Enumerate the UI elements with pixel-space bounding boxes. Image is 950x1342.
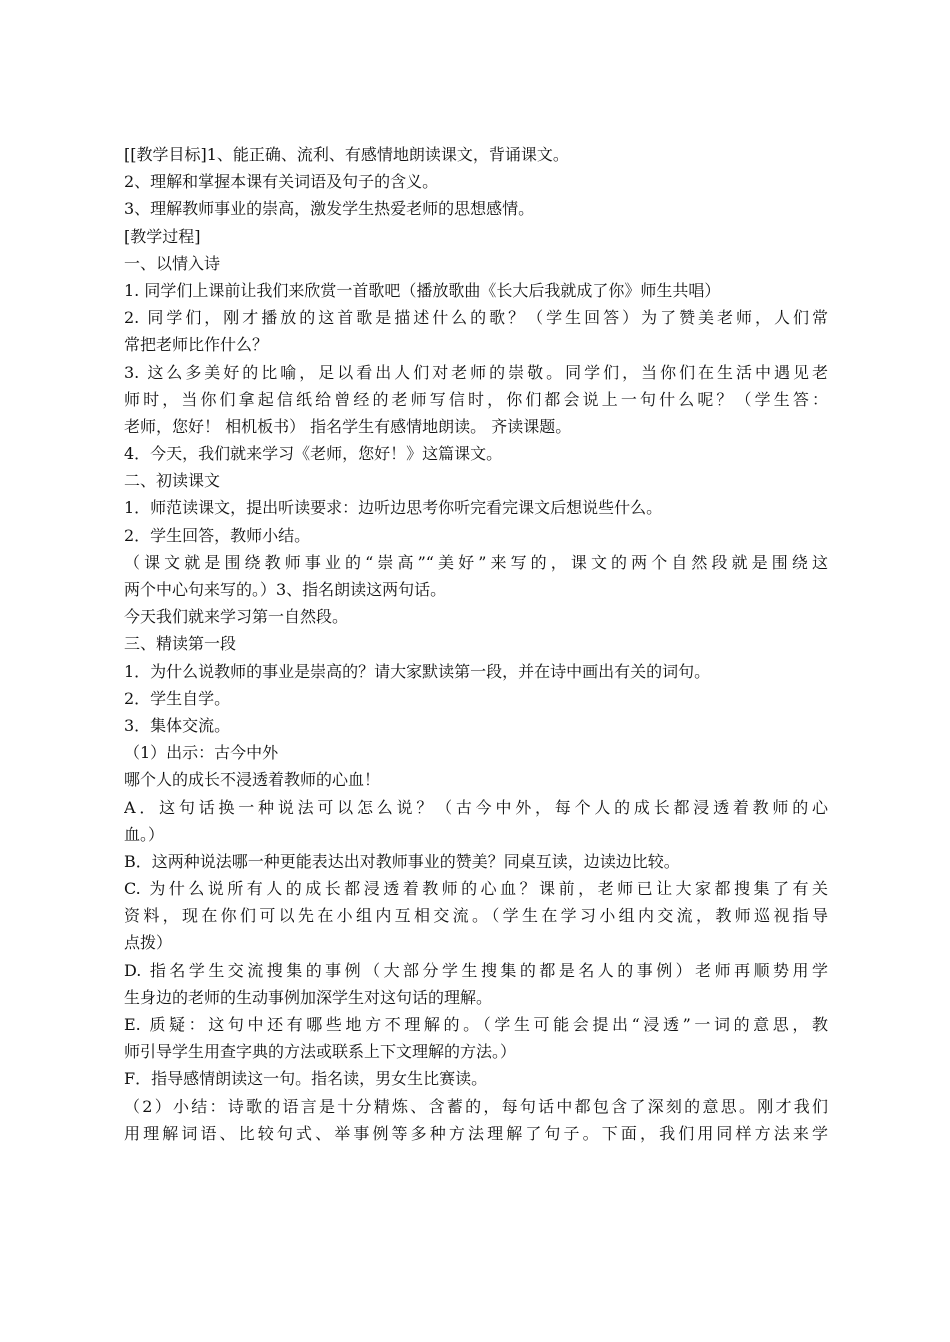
text-line: C. 为什么说所有人的成长都浸透着教师的心血？课前，老师已让大家都搜集了有关: [124, 879, 828, 899]
text-line: 资料，现在你们可以先在小组内互相交流。（学生在学习小组内交流，教师巡视指导: [124, 906, 828, 926]
text-line: 2、理解和掌握本课有关词语及句子的含义。: [124, 172, 439, 192]
text-line: A．这句话换一种说法可以怎么说？（古今中外，每个人的成长都浸透着教师的心: [124, 797, 828, 817]
text-line: 生身边的老师的生动事例加深学生对这句话的理解。: [124, 987, 493, 1007]
text-line: （1）出示：古今中外: [124, 743, 279, 763]
text-line: 哪个人的成长不浸透着教师的心血！: [124, 770, 381, 790]
text-line: 两个中心句来写的。）3、指名朗读这两句话。: [124, 580, 447, 599]
text-line: D. 指名学生交流搜集的事例（大部分学生搜集的都是名人的事例）老师再顺势用学: [124, 960, 828, 980]
text-line: [[教学目标]1、能正确、流利、有感情地朗读课文，背诵课文。: [124, 145, 569, 164]
text-line: 点拨）: [124, 933, 173, 953]
text-line: （课文就是围绕教师事业的“崇高”“美好”来写的，课文的两个自然段就是围绕这: [124, 552, 828, 572]
text-line: 师引导学生用查字典的方法或联系上下文理解的方法。）: [124, 1042, 517, 1062]
text-line: 1．为什么说教师的事业是崇高的？请大家默读第一段，并在诗中画出有关的词句。: [124, 661, 711, 681]
text-line: 师时，当你们拿起信纸给曾经的老师写信时，你们都会说上一句什么呢？（学生答：: [124, 389, 828, 409]
text-line: 今天我们就来学习第一自然段。: [124, 607, 349, 627]
text-line: 血。）: [124, 824, 165, 844]
text-line: 老师，您好！ 相机板书） 指名学生有感情地朗读。 齐读课题。: [124, 416, 572, 436]
text-line: 二、初读课文: [124, 471, 221, 491]
text-line: 1．师范读课文，提出听读要求：边听边思考你听完看完课文后想说些什么。: [124, 498, 663, 518]
document-body: [124, 141, 828, 1147]
text-line: 4．今天，我们就来学习《老师，您好！》这篇课文。: [124, 444, 503, 464]
text-line: 2．学生回答，教师小结。: [124, 525, 311, 545]
text-line: [教学过程]: [124, 226, 201, 246]
text-line: （2）小结：诗歌的语言是十分精炼、含蓄的，每句话中都包含了深刻的意思。刚才我们: [124, 1096, 828, 1116]
text-line: 3. 这么多美好的比喻，足以看出人们对老师的崇敬。同学们，当你们在生活中遇见老: [124, 362, 828, 382]
text-line: 一、以情入诗: [124, 253, 221, 273]
text-line: 2. 同学们，刚才播放的这首歌是描述什么的歌？（学生回答）为了赞美老师，人们常: [124, 308, 828, 328]
text-line: 2．学生自学。: [124, 688, 231, 708]
text-line: 常把老师比作什么？: [124, 335, 269, 355]
text-line: E. 质疑：这句中还有哪些地方不理解的。（学生可能会提出“浸透”一词的意思，教: [124, 1015, 828, 1034]
text-line: 3、理解教师事业的崇高，激发学生热爱老师的思想感情。: [124, 199, 535, 219]
text-line: B．这两种说法哪一种更能表达出对教师事业的赞美？同桌互读，边读边比较。: [124, 851, 680, 871]
text-line: 三、精读第一段: [124, 634, 237, 654]
text-line: 3．集体交流。: [124, 715, 231, 735]
text-line: F．指导感情朗读这一句。指名读，男女生比赛读。: [124, 1069, 488, 1089]
text-line: 用理解词语、比较句式、举事例等多种方法理解了句子。下面，我们用同样方法来学: [124, 1123, 828, 1143]
text-line: 1. 同学们上课前让我们来欣赏一首歌吧（播放歌曲《长大后我就成了你》师生共唱）: [124, 280, 721, 300]
